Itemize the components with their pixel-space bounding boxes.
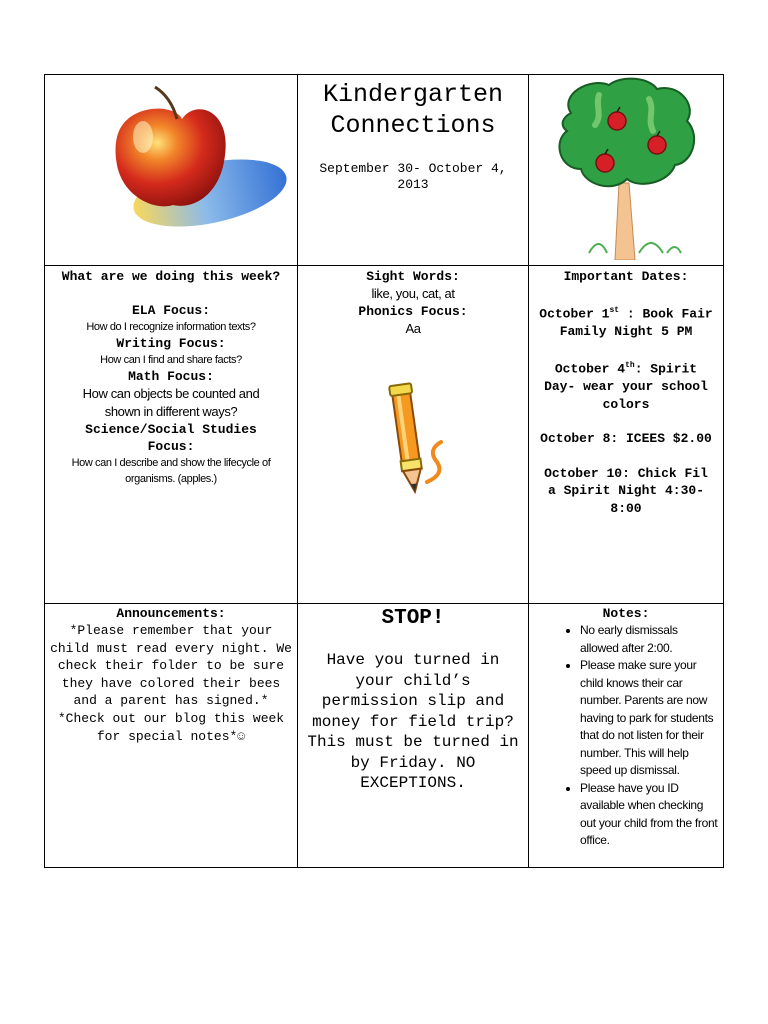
phonics-letter: Aa bbox=[405, 321, 421, 336]
ela-focus-label: ELA Focus: bbox=[131, 303, 210, 318]
masthead-cell bbox=[298, 75, 529, 266]
sight-words-heading: Sight Words: bbox=[366, 269, 460, 284]
announcements-cell bbox=[45, 604, 298, 868]
newsletter-title bbox=[298, 79, 528, 141]
science-focus-label: Science/Social Studies Focus: bbox=[85, 422, 257, 454]
list-item: • Please make sure your child knows their car number. Parents are now having to park for students that do not listen for their number. This will help speed up dismissal. bbox=[580, 657, 719, 780]
writing-focus-label: Writing Focus: bbox=[116, 336, 226, 351]
writing-focus-question: How can I find and share facts? bbox=[100, 354, 242, 366]
tree-cell bbox=[529, 75, 724, 266]
stop-text: Have you turned in your child’s permission slip and money for field trip? This must be turned in by Friday. NO EXCEPTIONS. bbox=[307, 651, 519, 792]
title-line1: Kindergarten bbox=[322, 80, 504, 109]
week-heading: What are we doing this week? bbox=[61, 269, 281, 284]
ela-focus-question: How do I recognize information texts? bbox=[86, 321, 256, 333]
apple-icon bbox=[45, 75, 298, 260]
dates-heading: Important Dates: bbox=[563, 269, 689, 284]
date-item: October 4th: Spirit Day- wear your school colors bbox=[544, 361, 708, 412]
date-item: October 8: ICEES $2.00 bbox=[540, 431, 712, 447]
announcements-text: *Please remember that your child must read every night. We check their folder to be sure they have colored their bees and a parent has signed.* *Check out our blog this week for special notes*☺ bbox=[50, 623, 292, 744]
stop-cell bbox=[298, 604, 529, 868]
apple-tree-icon bbox=[529, 75, 724, 260]
math-focus-label: Math Focus: bbox=[128, 369, 214, 384]
announcements-heading: Announcements: bbox=[116, 606, 226, 621]
pencil-icon bbox=[379, 382, 459, 502]
date-item: October 10: Chick Fil a Spirit Night 4:30-8:00 bbox=[544, 465, 708, 516]
list-item: • No early dismissals allowed after 2:00. bbox=[580, 622, 719, 657]
notes-cell bbox=[529, 604, 724, 868]
notes-heading: Notes: bbox=[602, 606, 650, 621]
science-focus-question: How can I describe and show the lifecycle of organisms. (apples.) bbox=[71, 457, 271, 485]
sight-words-list: like, you, cat, at bbox=[371, 286, 455, 301]
date-item: October 1st : Book Fair Family Night 5 PM bbox=[539, 306, 713, 339]
stop-heading: STOP! bbox=[381, 607, 445, 630]
apple-cell bbox=[45, 75, 298, 266]
newsletter-grid bbox=[44, 74, 724, 868]
date-range: September 30- October 4, 2013 bbox=[319, 161, 507, 192]
math-focus-question: How can objects be counted and shown in different ways? bbox=[82, 386, 260, 419]
phonics-heading: Phonics Focus: bbox=[358, 304, 468, 319]
sight-words-cell bbox=[298, 266, 529, 604]
list-item: • Please have you ID available when checking out your child from the front office. bbox=[580, 780, 719, 850]
important-dates-cell bbox=[529, 266, 724, 604]
week-cell bbox=[45, 266, 298, 604]
notes-list bbox=[529, 622, 723, 850]
title-line2: Connections bbox=[330, 111, 496, 140]
